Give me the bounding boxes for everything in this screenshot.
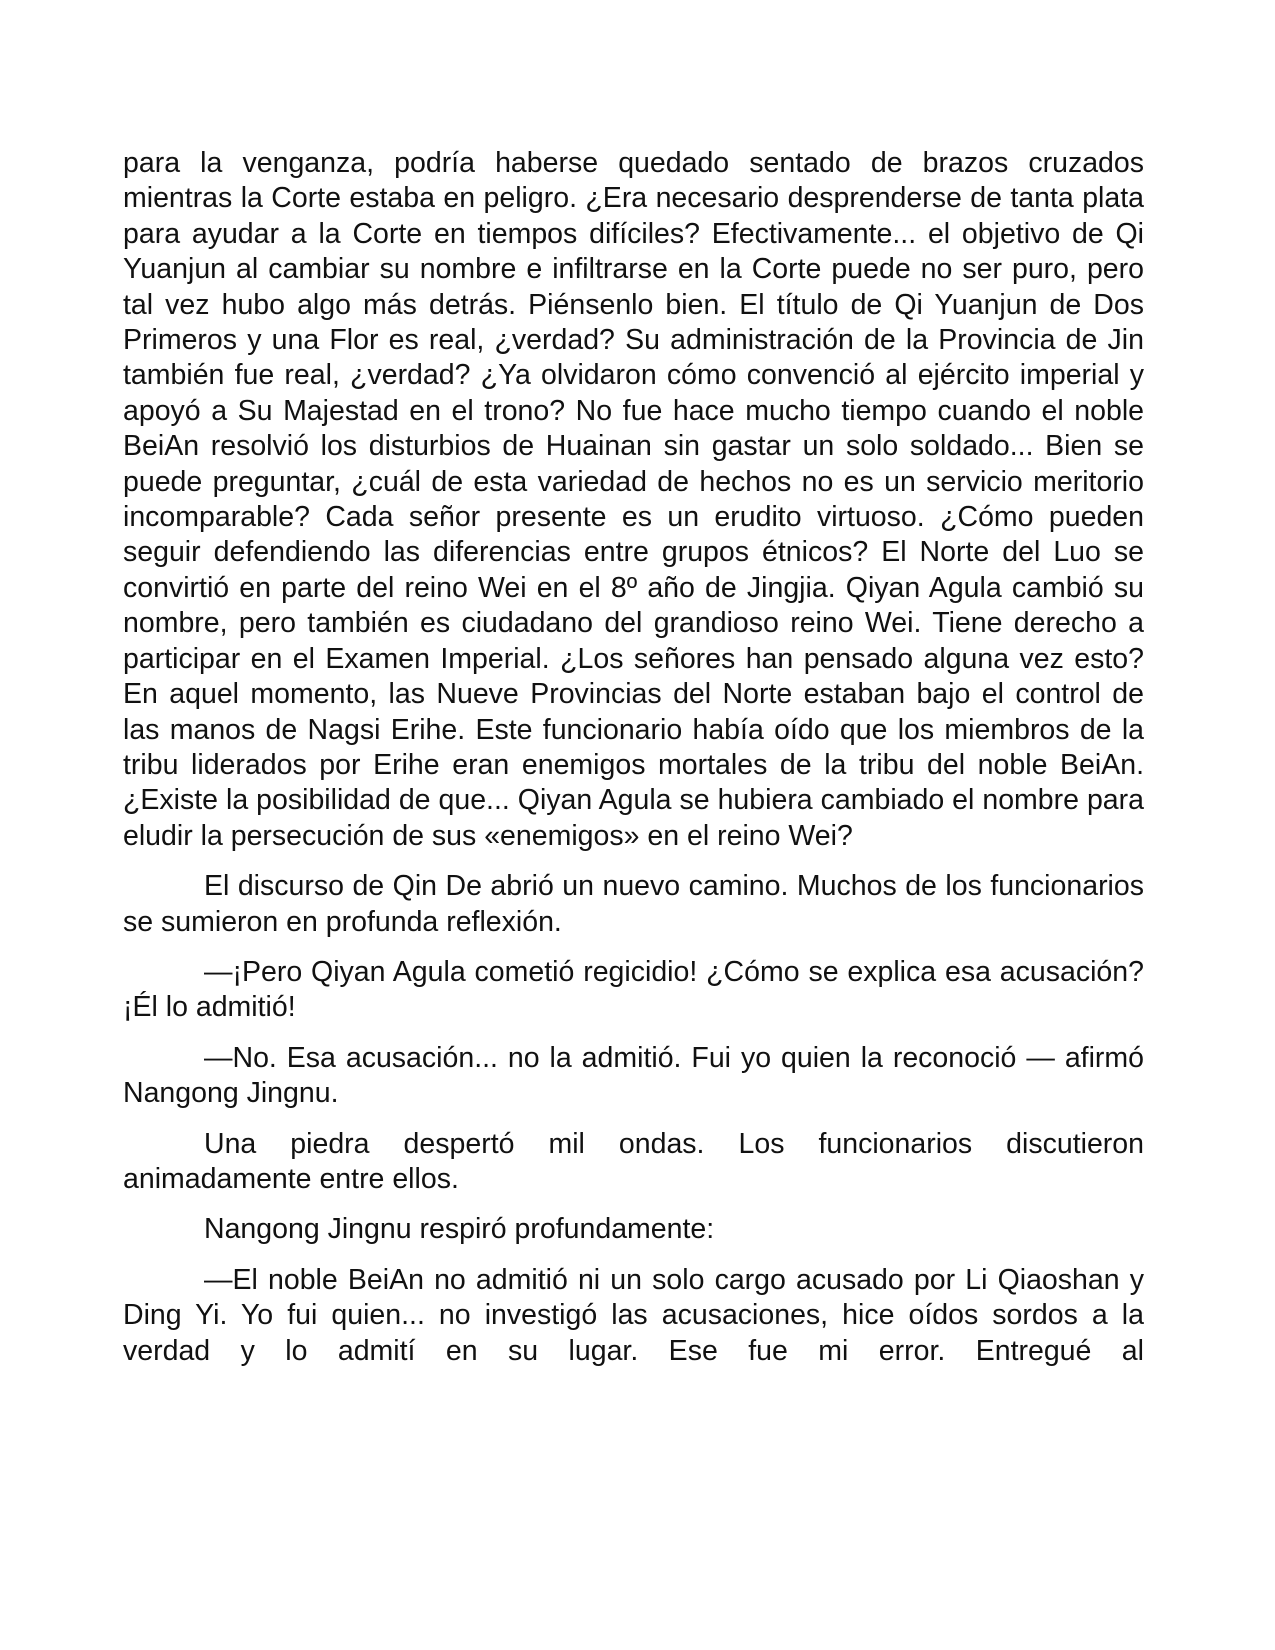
paragraph: para la venganza, podría haberse quedado sentado de brazos cruzados mientras la Corte estaba en peligro. ¿Era necesario desprenderse de tanta plata para ayudar a la Corte en tiempos difíciles? Efectivamente... el objetivo de Qi Yuanjun al cambiar su nombre e infiltrarse en la Corte puede no ser puro, pero tal vez hubo algo más detrás. Piénsenlo bien. El título de Qi Yuanjun de Dos Primeros y una Flor es real, ¿verdad? Su administración de la Provincia de Jin también fue real, ¿verdad? ¿Ya olvidaron cómo convenció al ejército imperial y apoyó a Su Majestad en el trono? No fue hace mucho tiempo cuando el noble BeiAn resolvió los disturbios de Huainan sin gastar un solo soldado... Bien se puede preguntar, ¿cuál de esta variedad de hechos no es un servicio meritorio incomparable? Cada señor presente es un erudito virtuoso. ¿Cómo pueden seguir defendiendo las diferencias entre grupos étnicos? El Norte del Luo se convirtió en parte del reino Wei en el 8º año de Jingjia. Qiyan Agula cambió su nombre, pero también es ciudadano del grandioso reino Wei. Tiene derecho a participar en el Examen Imperial. ¿Los señores han pensado alguna vez esto? En aquel momento, las Nueve Provincias del Norte estaban bajo el control de las manos de Nagsi Erihe. Este funcionario había oído que los miembros de la tribu liderados por Erihe eran enemigos mortales de la tribu del noble BeiAn. ¿Existe la posibilidad de que... Qiyan Agula se hubiera cambiado el nombre para eludir la persecución de sus «enemigos» en el reino Wei?: [123, 147, 1144, 852]
paragraph: —¡Pero Qiyan Agula cometió regicidio! ¿Cómo se explica esa acusación? ¡Él lo admitió!: [123, 955, 1144, 1024]
paragraph: Nangong Jingnu respiró profundamente:: [204, 1213, 715, 1246]
paragraph: Una piedra despertó mil ondas. Los funcionarios discutieron animadamente entre ellos.: [123, 1127, 1144, 1195]
paragraph: —El noble BeiAn no admitió ni un solo cargo acusado por Li Qiaoshan y Ding Yi. Yo fui quien... no investigó las acusaciones, hice oídos sordos a la verdad y lo admití en su lugar. Ese fue mi error. Entregué al: [123, 1263, 1144, 1367]
document-page: [123, 146, 1144, 1384]
paragraph: —No. Esa acusación... no la admitió. Fui yo quien la reconoció — afirmó Nangong Jingnu.: [123, 1041, 1144, 1110]
paragraph: El discurso de Qin De abrió un nuevo camino. Muchos de los funcionarios se sumieron en profunda reflexión.: [123, 870, 1144, 938]
